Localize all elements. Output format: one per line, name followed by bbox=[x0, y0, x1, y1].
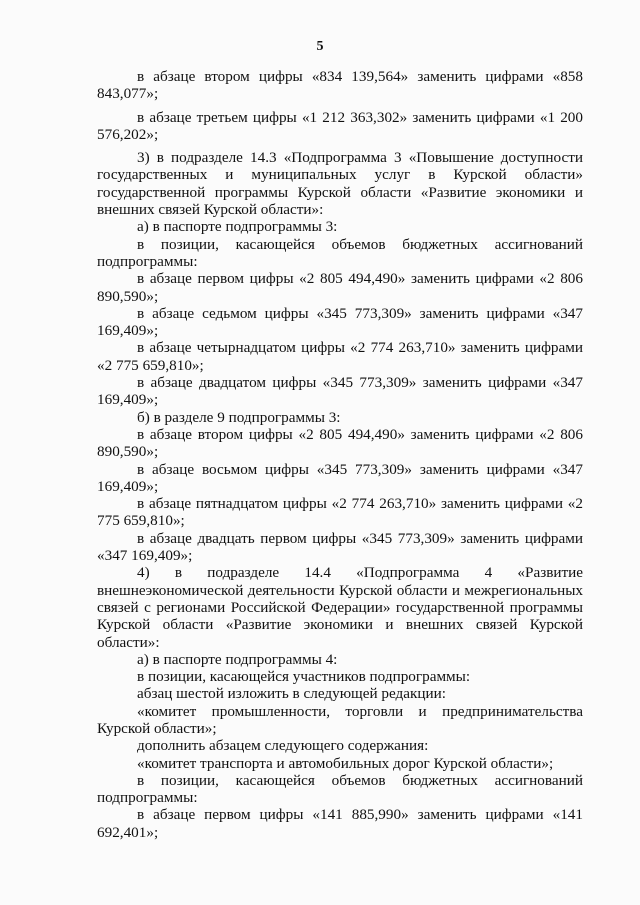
paragraph: дополнить абзацем следующего содержания: bbox=[137, 737, 429, 755]
paragraph: а) в паспорте подпрограммы 4: bbox=[137, 650, 338, 668]
page-number: 5 bbox=[316, 39, 324, 54]
paragraph: абзац шестой изложить в следующей редакции: bbox=[137, 685, 446, 703]
paragraph: в позиции, касающейся участников подпрограммы: bbox=[137, 668, 471, 686]
paragraph: в абзаце четырнадцатом цифры «2 774 263,710» заменить цифрами «2 775 659,810»; bbox=[97, 339, 583, 374]
paragraph: в абзаце седьмом цифры «345 773,309» заменить цифрами «347 169,409»; bbox=[97, 304, 583, 340]
document-body bbox=[97, 68, 583, 841]
paragraph: в абзаце втором цифры «2 805 494,490» заменить цифрами «2 806 890,590»; bbox=[97, 425, 583, 461]
paragraph: в позиции, касающейся объемов бюджетных ассигнований подпрограммы: bbox=[97, 771, 583, 807]
paragraph: «комитет транспорта и автомобильных дорог Курской области»; bbox=[137, 754, 554, 772]
paragraph: в абзаце третьем цифры «1 212 363,302» заменить цифрами «1 200 576,202»; bbox=[97, 108, 583, 143]
paragraph: «комитет промышленности, торговли и предпринимательства Курской области»; bbox=[97, 702, 583, 737]
paragraph: в абзаце двадцатом цифры «345 773,309» заменить цифрами «347 169,409»; bbox=[97, 374, 583, 409]
paragraph: в абзаце первом цифры «141 885,990» заменить цифрами «141 692,401»; bbox=[97, 806, 583, 841]
paragraph: в абзаце первом цифры «2 805 494,490» заменить цифрами «2 806 890,590»; bbox=[97, 270, 583, 305]
paragraph: 4) в подразделе 14.4 «Подпрограмма 4 «Развитие внешнеэкономической деятельности Курской области и межрегиональных связей с регионами Российской Федерации» государственной программы Курской области «Развитие экономики и внешних связей Курской области»: bbox=[97, 564, 583, 651]
paragraph: в абзаце втором цифры «834 139,564» заменить цифрами «858 843,077»; bbox=[97, 68, 583, 103]
paragraph: в позиции, касающейся объемов бюджетных ассигнований подпрограммы: bbox=[97, 235, 583, 270]
paragraph: 3) в подразделе 14.3 «Подпрограмма 3 «Повышение доступности государственных и муниципальных услуг в Курской области» государственной программы Курской области «Развитие экономики и внешних связей Курской области»: bbox=[97, 149, 583, 219]
paragraph: в абзаце пятнадцатом цифры «2 774 263,710» заменить цифрами «2 775 659,810»; bbox=[97, 495, 583, 530]
paragraph: в абзаце двадцать первом цифры «345 773,309» заменить цифрами «347 169,409»; bbox=[97, 529, 583, 565]
paragraph: в абзаце восьмом цифры «345 773,309» заменить цифрами «347 169,409»; bbox=[97, 460, 583, 495]
paragraph: б) в разделе 9 подпрограммы 3: bbox=[137, 408, 341, 426]
paragraph: а) в паспорте подпрограммы 3: bbox=[137, 218, 338, 236]
